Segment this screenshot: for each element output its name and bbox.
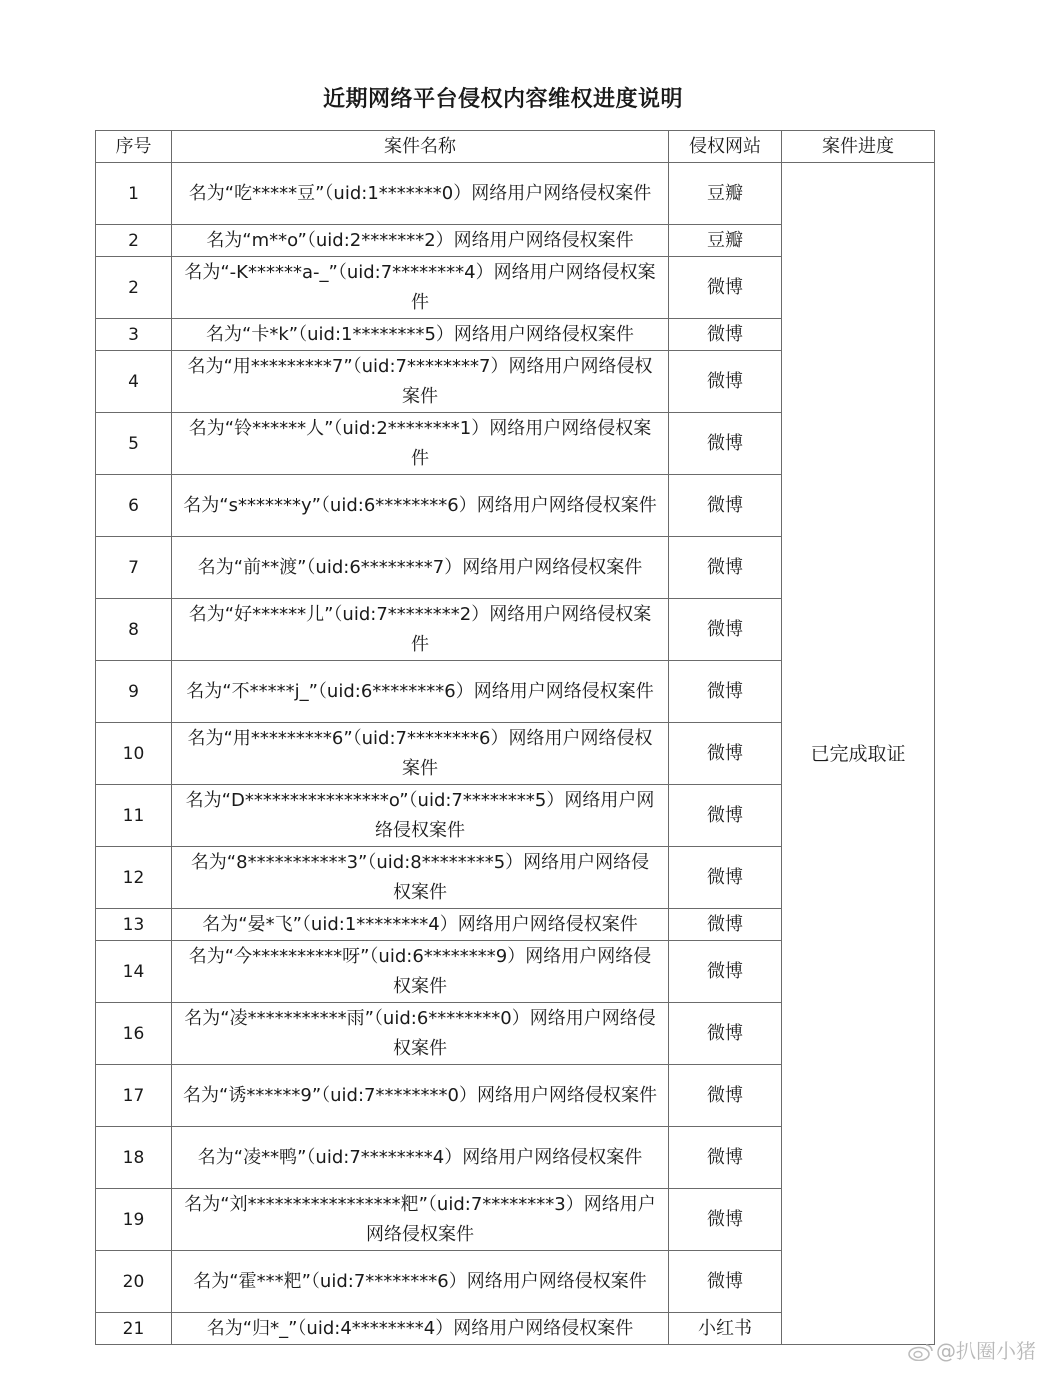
- table-body: [96, 163, 935, 1345]
- cell-site: 豆瓣: [669, 163, 782, 225]
- cell-case-name: 名为“晏*飞”（uid:1********4）网络用户网络侵权案件: [172, 909, 669, 941]
- cell-case-name: 名为“好******儿”（uid:7********2）网络用户网络侵权案件: [172, 599, 669, 661]
- cell-no: 14: [96, 941, 172, 1003]
- cell-case-name: 名为“今**********呀”（uid:6********9）网络用户网络侵权案件: [172, 941, 669, 1003]
- cell-site: 微博: [669, 257, 782, 319]
- cell-progress: 已完成取证: [782, 163, 935, 1345]
- cell-site: 微博: [669, 1189, 782, 1251]
- cell-site: 微博: [669, 1251, 782, 1313]
- cell-no: 21: [96, 1313, 172, 1345]
- cell-case-name: 名为“用*********7”（uid:7********7）网络用户网络侵权案件: [172, 351, 669, 413]
- cell-case-name: 名为“前**渡”（uid:6********7）网络用户网络侵权案件: [172, 537, 669, 599]
- cell-site: 微博: [669, 319, 782, 351]
- cell-case-name: 名为“吃*****豆”（uid:1*******0）网络用户网络侵权案件: [172, 163, 669, 225]
- cell-no: 8: [96, 599, 172, 661]
- cell-site: 微博: [669, 1127, 782, 1189]
- cell-no: 20: [96, 1251, 172, 1313]
- cell-site: 微博: [669, 847, 782, 909]
- cell-site: 微博: [669, 941, 782, 1003]
- cell-site: 小红书: [669, 1313, 782, 1345]
- cell-no: 11: [96, 785, 172, 847]
- cell-no: 1: [96, 163, 172, 225]
- cell-site: 微博: [669, 1003, 782, 1065]
- cell-site: 微博: [669, 909, 782, 941]
- cell-case-name: 名为“不*****j_”（uid:6********6）网络用户网络侵权案件: [172, 661, 669, 723]
- cell-case-name: 名为“-K******a-_”（uid:7********4）网络用户网络侵权案件: [172, 257, 669, 319]
- cell-no: 9: [96, 661, 172, 723]
- cell-case-name: 名为“霍***粑”（uid:7********6）网络用户网络侵权案件: [172, 1251, 669, 1313]
- cell-no: 16: [96, 1003, 172, 1065]
- case-table: [95, 130, 935, 1345]
- cell-case-name: 名为“卡*k”（uid:1********5）网络用户网络侵权案件: [172, 319, 669, 351]
- header-progress: 案件进度: [782, 131, 935, 163]
- cell-no: 17: [96, 1065, 172, 1127]
- weibo-logo-icon: [908, 1343, 934, 1361]
- cell-no: 19: [96, 1189, 172, 1251]
- cell-site: 微博: [669, 1065, 782, 1127]
- cell-site: 微博: [669, 785, 782, 847]
- cell-no: 5: [96, 413, 172, 475]
- header-case-name: 案件名称: [172, 131, 669, 163]
- cell-no: 6: [96, 475, 172, 537]
- cell-case-name: 名为“D****************o”（uid:7********5）网络用户网络侵权案件: [172, 785, 669, 847]
- cell-no: 18: [96, 1127, 172, 1189]
- cell-site: 微博: [669, 413, 782, 475]
- cell-no: 2: [96, 225, 172, 257]
- cell-case-name: 名为“凌***********雨”（uid:6********0）网络用户网络侵权案件: [172, 1003, 669, 1065]
- cell-case-name: 名为“s*******y”（uid:6********6）网络用户网络侵权案件: [172, 475, 669, 537]
- cell-no: 3: [96, 319, 172, 351]
- header-no: 序号: [96, 131, 172, 163]
- cell-case-name: 名为“用*********6”（uid:7********6）网络用户网络侵权案件: [172, 723, 669, 785]
- cell-case-name: 名为“凌**鸭”（uid:7********4）网络用户网络侵权案件: [172, 1127, 669, 1189]
- watermark: [908, 1335, 1036, 1364]
- cell-case-name: 名为“刘*****************粑”（uid:7********3）网络用户网络侵权案件: [172, 1189, 669, 1251]
- table-row: [96, 163, 935, 225]
- cell-site: 微博: [669, 599, 782, 661]
- cell-case-name: 名为“m**o”（uid:2*******2）网络用户网络侵权案件: [172, 225, 669, 257]
- watermark-text: @扒圈小猪: [936, 1339, 1036, 1363]
- cell-no: 4: [96, 351, 172, 413]
- cell-case-name: 名为“归*_”（uid:4********4）网络用户网络侵权案件: [172, 1313, 669, 1345]
- cell-no: 10: [96, 723, 172, 785]
- table-header-row: [96, 131, 935, 163]
- cell-no: 7: [96, 537, 172, 599]
- cell-case-name: 名为“诱******9”（uid:7********0）网络用户网络侵权案件: [172, 1065, 669, 1127]
- cell-site: 微博: [669, 537, 782, 599]
- cell-case-name: 名为“铃******人”（uid:2********1）网络用户网络侵权案件: [172, 413, 669, 475]
- cell-site: 微博: [669, 351, 782, 413]
- cell-case-name: 名为“8***********3”（uid:8********5）网络用户网络侵权案件: [172, 847, 669, 909]
- page-title: 近期网络平台侵权内容维权进度说明: [322, 87, 683, 112]
- cell-no: 2: [96, 257, 172, 319]
- cell-no: 13: [96, 909, 172, 941]
- cell-site: 微博: [669, 475, 782, 537]
- header-site: 侵权网站: [669, 131, 782, 163]
- cell-site: 豆瓣: [669, 225, 782, 257]
- cell-site: 微博: [669, 723, 782, 785]
- cell-no: 12: [96, 847, 172, 909]
- cell-site: 微博: [669, 661, 782, 723]
